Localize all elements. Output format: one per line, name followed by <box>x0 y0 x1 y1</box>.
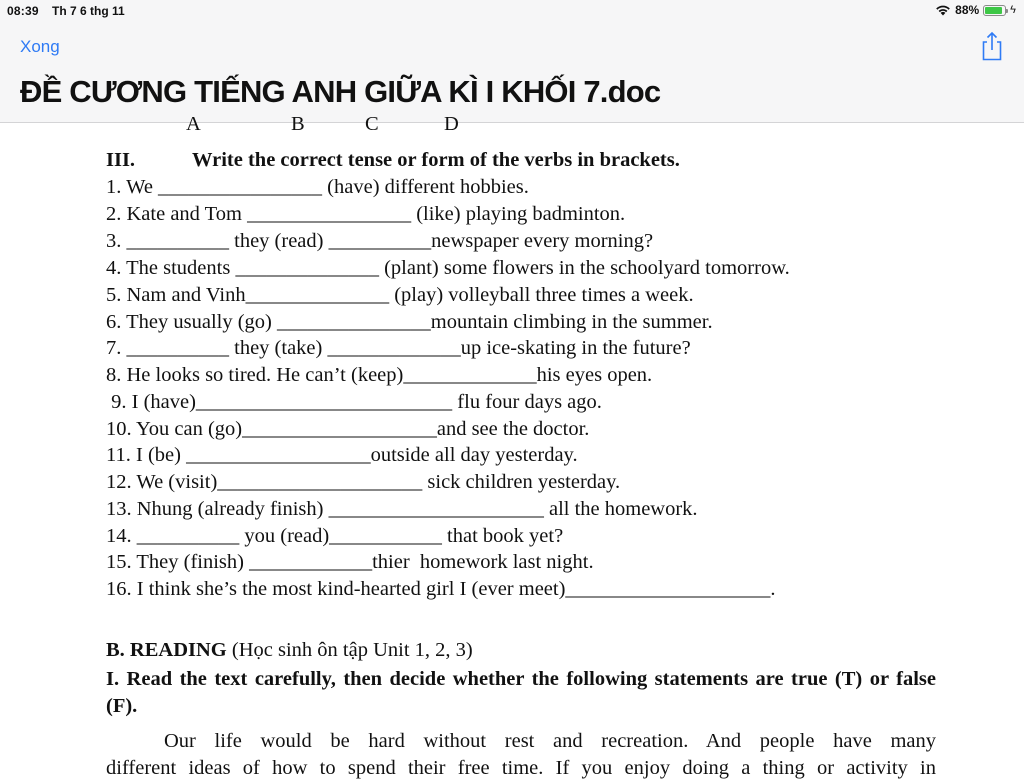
paragraph-line: Our life would be hard without rest and recreation. And people have many <box>164 730 936 752</box>
exercise-line: 3. __________ they (read) __________newspaper every morning? <box>106 230 654 252</box>
reading-task: I. Read the text carefully, then decide whether the following statements are true (T) or false (F). <box>106 668 936 717</box>
exercise-line: 9. I (have)_________________________ flu four days ago. <box>106 391 602 413</box>
choice-b: B <box>291 113 305 135</box>
nav-bar <box>0 22 1024 123</box>
share-icon <box>978 30 1006 62</box>
exercise-line: 2. Kate and Tom ________________ (like) playing badminton. <box>106 203 626 225</box>
done-button[interactable]: Xong <box>20 37 60 56</box>
exercise-line: 11. I (be) __________________outside all day yesterday. <box>106 444 578 466</box>
reading-note: (Học sinh ôn tập Unit 1, 2, 3) <box>226 639 473 661</box>
answer-choices-row <box>0 113 1024 137</box>
reading-label: B. READING <box>106 639 227 661</box>
exercise-line: 12. We (visit)____________________ sick children yesterday. <box>106 471 621 493</box>
status-indicators <box>935 3 1016 17</box>
share-button[interactable] <box>978 30 1006 62</box>
choice-d: D <box>444 113 459 135</box>
section-title: Write the correct tense or form of the verbs in brackets. <box>192 149 680 171</box>
battery-fill <box>985 7 1002 14</box>
document-title: ĐỀ CƯƠNG TIẾNG ANH GIỮA KÌ I KHỐI 7.doc <box>20 74 661 109</box>
exercise-line: 5. Nam and Vinh______________ (play) volleyball three times a week. <box>106 284 694 306</box>
exercise-line: 8. He looks so tired. He can’t (keep)_____________his eyes open. <box>106 364 653 386</box>
exercise-line: 16. I think she’s the most kind-hearted girl I (ever meet)____________________. <box>106 578 776 600</box>
battery-percentage: 88% <box>955 3 980 17</box>
section-heading <box>106 149 680 172</box>
document-view[interactable] <box>0 113 1024 779</box>
exercise-line: 13. Nhung (already finish) _____________________ all the homework. <box>106 498 698 520</box>
status-date: Th 7 6 thg 11 <box>52 4 125 18</box>
reading-heading <box>106 639 473 662</box>
exercise-line: 1. We ________________ (have) different hobbies. <box>106 176 529 198</box>
exercise-line: 6. They usually (go) _______________mountain climbing in the summer. <box>106 311 713 333</box>
choice-a: A <box>186 113 201 135</box>
status-time: 08:39 <box>7 4 39 18</box>
choice-c: C <box>365 113 379 135</box>
exercise-line: 10. You can (go)___________________and see the doctor. <box>106 418 590 440</box>
exercise-line: 7. __________ they (take) _____________up ice-skating in the future? <box>106 337 691 359</box>
paragraph-line: different ideas of how to spend their free time. If you enjoy doing a thing or activity in <box>106 757 936 779</box>
exercise-line: 14. __________ you (read)___________ that book yet? <box>106 525 564 547</box>
reading-paragraph <box>106 728 936 782</box>
section-number: III. <box>106 149 136 171</box>
exercise-line: 15. They (finish) ____________thier homework last night. <box>106 551 594 573</box>
wifi-icon <box>935 4 951 16</box>
charging-icon: ϟ <box>1010 4 1016 16</box>
status-bar <box>0 0 1024 22</box>
battery-icon <box>983 5 1006 16</box>
exercise-line: 4. The students ______________ (plant) some flowers in the schoolyard tomorrow. <box>106 257 790 279</box>
